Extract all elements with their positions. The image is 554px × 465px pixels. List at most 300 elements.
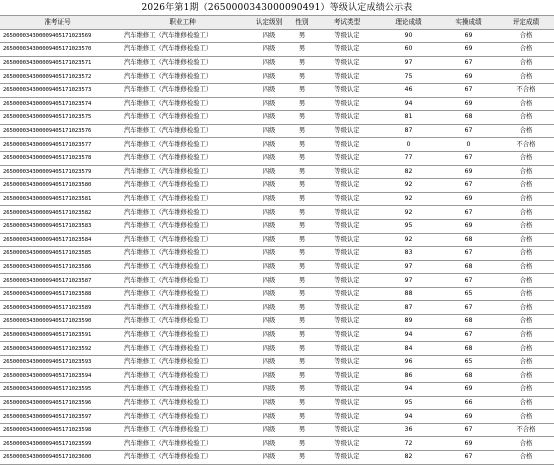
result-cell: 合格 — [498, 233, 554, 247]
ticket-number-cell: 265000034300009405171023587 — [0, 274, 115, 288]
table-row — [0, 342, 554, 356]
theory-score-cell: 87 — [378, 124, 439, 138]
theory-score-cell: 97 — [378, 274, 439, 288]
table-row — [0, 165, 554, 179]
occupation-cell: 汽车维修工（汽车维修检验工） — [115, 192, 250, 206]
result-cell: 合格 — [498, 396, 554, 410]
table-row — [0, 287, 554, 301]
table-row — [0, 124, 554, 138]
theory-score-cell: 94 — [378, 97, 439, 111]
result-cell: 合格 — [498, 29, 554, 43]
gender-cell: 男 — [288, 70, 316, 84]
ticket-number-cell: 265000034300009405171023598 — [0, 423, 115, 437]
result-cell: 合格 — [498, 301, 554, 315]
table-row — [0, 396, 554, 410]
column-header-practical-score: 实操成绩 — [439, 16, 498, 30]
result-cell: 合格 — [498, 410, 554, 424]
level-cell: 四级 — [250, 233, 288, 247]
table-row — [0, 451, 554, 465]
ticket-number-cell: 265000034300009405171023574 — [0, 97, 115, 111]
exam-type-cell: 等级认定 — [316, 287, 378, 301]
theory-score-cell: 92 — [378, 192, 439, 206]
practical-score-cell: 69 — [439, 410, 498, 424]
level-cell: 四级 — [250, 301, 288, 315]
table-row — [0, 233, 554, 247]
table-row — [0, 56, 554, 70]
result-cell: 合格 — [498, 43, 554, 57]
theory-score-cell: 92 — [378, 179, 439, 193]
exam-type-cell: 等级认定 — [316, 138, 378, 152]
exam-type-cell: 等级认定 — [316, 192, 378, 206]
occupation-cell: 汽车维修工（汽车维修检验工） — [115, 369, 250, 383]
result-cell: 合格 — [498, 328, 554, 342]
level-cell: 四级 — [250, 451, 288, 465]
ticket-number-cell: 265000034300009405171023594 — [0, 369, 115, 383]
occupation-cell: 汽车维修工（汽车维修检验工） — [115, 287, 250, 301]
level-cell: 四级 — [250, 369, 288, 383]
occupation-cell: 汽车维修工（汽车维修检验工） — [115, 83, 250, 97]
level-cell: 四级 — [250, 328, 288, 342]
table-header-row — [0, 16, 554, 30]
result-cell: 合格 — [498, 124, 554, 138]
result-cell: 不合格 — [498, 423, 554, 437]
result-cell: 合格 — [498, 383, 554, 397]
column-header-exam-type: 考试类型 — [316, 16, 378, 30]
theory-score-cell: 82 — [378, 165, 439, 179]
practical-score-cell: 68 — [439, 233, 498, 247]
exam-type-cell: 等级认定 — [316, 247, 378, 261]
gender-cell: 男 — [288, 410, 316, 424]
theory-score-cell: 83 — [378, 247, 439, 261]
gender-cell: 男 — [288, 301, 316, 315]
gender-cell: 男 — [288, 43, 316, 57]
table-row — [0, 301, 554, 315]
gender-cell: 男 — [288, 260, 316, 274]
practical-score-cell: 69 — [439, 43, 498, 57]
practical-score-cell: 67 — [439, 301, 498, 315]
exam-type-cell: 等级认定 — [316, 260, 378, 274]
level-cell: 四级 — [250, 70, 288, 84]
exam-type-cell: 等级认定 — [316, 165, 378, 179]
occupation-cell: 汽车维修工（汽车维修检验工） — [115, 383, 250, 397]
practical-score-cell: 69 — [439, 383, 498, 397]
practical-score-cell: 67 — [439, 328, 498, 342]
table-row — [0, 192, 554, 206]
table-row — [0, 138, 554, 152]
level-cell: 四级 — [250, 315, 288, 329]
gender-cell: 男 — [288, 29, 316, 43]
level-cell: 四级 — [250, 43, 288, 57]
occupation-cell: 汽车维修工（汽车维修检验工） — [115, 138, 250, 152]
ticket-number-cell: 265000034300009405171023580 — [0, 179, 115, 193]
theory-score-cell: 97 — [378, 260, 439, 274]
occupation-cell: 汽车维修工（汽车维修检验工） — [115, 437, 250, 451]
occupation-cell: 汽车维修工（汽车维修检验工） — [115, 451, 250, 465]
theory-score-cell: 86 — [378, 369, 439, 383]
theory-score-cell: 88 — [378, 287, 439, 301]
result-cell: 合格 — [498, 97, 554, 111]
table-row — [0, 328, 554, 342]
ticket-number-cell: 265000034300009405171023575 — [0, 111, 115, 125]
practical-score-cell: 69 — [439, 165, 498, 179]
level-cell: 四级 — [250, 274, 288, 288]
theory-score-cell: 97 — [378, 56, 439, 70]
occupation-cell: 汽车维修工（汽车维修检验工） — [115, 97, 250, 111]
ticket-number-cell: 265000034300009405171023579 — [0, 165, 115, 179]
gender-cell: 男 — [288, 192, 316, 206]
ticket-number-cell: 265000034300009405171023577 — [0, 138, 115, 152]
result-cell: 合格 — [498, 451, 554, 465]
occupation-cell: 汽车维修工（汽车维修检验工） — [115, 29, 250, 43]
result-cell: 合格 — [498, 355, 554, 369]
ticket-number-cell: 265000034300009405171023592 — [0, 342, 115, 356]
table-row — [0, 274, 554, 288]
ticket-number-cell: 265000034300009405171023595 — [0, 383, 115, 397]
gender-cell: 男 — [288, 206, 316, 220]
practical-score-cell: 65 — [439, 355, 498, 369]
ticket-number-cell: 265000034300009405171023570 — [0, 43, 115, 57]
gender-cell: 男 — [288, 396, 316, 410]
ticket-number-cell: 265000034300009405171023589 — [0, 301, 115, 315]
gender-cell: 男 — [288, 315, 316, 329]
theory-score-cell: 94 — [378, 328, 439, 342]
occupation-cell: 汽车维修工（汽车维修检验工） — [115, 396, 250, 410]
exam-type-cell: 等级认定 — [316, 43, 378, 57]
table-row — [0, 315, 554, 329]
result-cell: 合格 — [498, 56, 554, 70]
exam-type-cell: 等级认定 — [316, 423, 378, 437]
level-cell: 四级 — [250, 206, 288, 220]
practical-score-cell: 67 — [439, 206, 498, 220]
table-row — [0, 247, 554, 261]
table-row — [0, 437, 554, 451]
theory-score-cell: 84 — [378, 342, 439, 356]
exam-type-cell: 等级认定 — [316, 342, 378, 356]
exam-type-cell: 等级认定 — [316, 56, 378, 70]
gender-cell: 男 — [288, 97, 316, 111]
level-cell: 四级 — [250, 165, 288, 179]
result-cell: 合格 — [498, 111, 554, 125]
gender-cell: 男 — [288, 111, 316, 125]
exam-type-cell: 等级认定 — [316, 315, 378, 329]
table-row — [0, 97, 554, 111]
occupation-cell: 汽车维修工（汽车维修检验工） — [115, 70, 250, 84]
level-cell: 四级 — [250, 151, 288, 165]
exam-type-cell: 等级认定 — [316, 437, 378, 451]
exam-type-cell: 等级认定 — [316, 70, 378, 84]
level-cell: 四级 — [250, 260, 288, 274]
gender-cell: 男 — [288, 437, 316, 451]
exam-type-cell: 等级认定 — [316, 301, 378, 315]
table-body — [0, 29, 554, 464]
result-cell: 合格 — [498, 219, 554, 233]
theory-score-cell: 94 — [378, 410, 439, 424]
result-cell: 合格 — [498, 206, 554, 220]
exam-type-cell: 等级认定 — [316, 179, 378, 193]
table-row — [0, 29, 554, 43]
exam-type-cell: 等级认定 — [316, 124, 378, 138]
theory-score-cell: 90 — [378, 29, 439, 43]
gender-cell: 男 — [288, 151, 316, 165]
gender-cell: 男 — [288, 179, 316, 193]
theory-score-cell: 77 — [378, 151, 439, 165]
result-cell: 合格 — [498, 437, 554, 451]
gender-cell: 男 — [288, 56, 316, 70]
gender-cell: 男 — [288, 274, 316, 288]
exam-type-cell: 等级认定 — [316, 274, 378, 288]
occupation-cell: 汽车维修工（汽车维修检验工） — [115, 301, 250, 315]
gender-cell: 男 — [288, 124, 316, 138]
table-row — [0, 206, 554, 220]
theory-score-cell: 92 — [378, 233, 439, 247]
ticket-number-cell: 265000034300009405171023585 — [0, 247, 115, 261]
practical-score-cell: 68 — [439, 342, 498, 356]
table-row — [0, 260, 554, 274]
exam-type-cell: 等级认定 — [316, 111, 378, 125]
theory-score-cell: 96 — [378, 355, 439, 369]
practical-score-cell: 69 — [439, 29, 498, 43]
practical-score-cell: 69 — [439, 437, 498, 451]
theory-score-cell: 46 — [378, 83, 439, 97]
level-cell: 四级 — [250, 97, 288, 111]
occupation-cell: 汽车维修工（汽车维修检验工） — [115, 342, 250, 356]
result-cell: 合格 — [498, 260, 554, 274]
occupation-cell: 汽车维修工（汽车维修检验工） — [115, 206, 250, 220]
practical-score-cell: 67 — [439, 274, 498, 288]
table-row — [0, 179, 554, 193]
column-header-result: 评定成绩 — [498, 16, 554, 30]
exam-type-cell: 等级认定 — [316, 355, 378, 369]
ticket-number-cell: 265000034300009405171023599 — [0, 437, 115, 451]
level-cell: 四级 — [250, 437, 288, 451]
theory-score-cell: 75 — [378, 70, 439, 84]
gender-cell: 男 — [288, 342, 316, 356]
ticket-number-cell: 265000034300009405171023583 — [0, 219, 115, 233]
practical-score-cell: 67 — [439, 451, 498, 465]
level-cell: 四级 — [250, 396, 288, 410]
practical-score-cell: 69 — [439, 97, 498, 111]
level-cell: 四级 — [250, 29, 288, 43]
exam-type-cell: 等级认定 — [316, 83, 378, 97]
occupation-cell: 汽车维修工（汽车维修检验工） — [115, 233, 250, 247]
table-row — [0, 83, 554, 97]
occupation-cell: 汽车维修工（汽车维修检验工） — [115, 410, 250, 424]
gender-cell: 男 — [288, 165, 316, 179]
practical-score-cell: 68 — [439, 260, 498, 274]
ticket-number-cell: 265000034300009405171023597 — [0, 410, 115, 424]
occupation-cell: 汽车维修工（汽车维修检验工） — [115, 355, 250, 369]
page-title: 2026年第1期（26500003430000904​91）等级认定成绩公示表 — [141, 3, 413, 13]
practical-score-cell: 67 — [439, 247, 498, 261]
ticket-number-cell: 265000034300009405171023600 — [0, 451, 115, 465]
exam-type-cell: 等级认定 — [316, 396, 378, 410]
theory-score-cell: 95 — [378, 396, 439, 410]
level-cell: 四级 — [250, 287, 288, 301]
gender-cell: 男 — [288, 355, 316, 369]
exam-type-cell: 等级认定 — [316, 451, 378, 465]
exam-type-cell: 等级认定 — [316, 328, 378, 342]
result-cell: 不合格 — [498, 83, 554, 97]
occupation-cell: 汽车维修工（汽车维修检验工） — [115, 219, 250, 233]
table-row — [0, 70, 554, 84]
result-cell: 合格 — [498, 274, 554, 288]
result-cell: 合格 — [498, 287, 554, 301]
theory-score-cell: 72 — [378, 437, 439, 451]
occupation-cell: 汽车维修工（汽车维修检验工） — [115, 274, 250, 288]
gender-cell: 男 — [288, 451, 316, 465]
occupation-cell: 汽车维修工（汽车维修检验工） — [115, 328, 250, 342]
result-cell: 合格 — [498, 192, 554, 206]
practical-score-cell: 67 — [439, 83, 498, 97]
table-row — [0, 369, 554, 383]
gender-cell: 男 — [288, 369, 316, 383]
table-row — [0, 423, 554, 437]
practical-score-cell: 65 — [439, 287, 498, 301]
occupation-cell: 汽车维修工（汽车维修检验工） — [115, 151, 250, 165]
exam-type-cell: 等级认定 — [316, 233, 378, 247]
occupation-cell: 汽车维修工（汽车维修检验工） — [115, 179, 250, 193]
result-cell: 合格 — [498, 342, 554, 356]
practical-score-cell: 68 — [439, 369, 498, 383]
occupation-cell: 汽车维修工（汽车维修检验工） — [115, 124, 250, 138]
column-header-gender: 性别 — [288, 16, 316, 30]
column-header-theory-score: 理论成绩 — [378, 16, 439, 30]
level-cell: 四级 — [250, 179, 288, 193]
gender-cell: 男 — [288, 219, 316, 233]
result-cell: 合格 — [498, 151, 554, 165]
ticket-number-cell: 265000034300009405171023596 — [0, 396, 115, 410]
gender-cell: 男 — [288, 423, 316, 437]
exam-type-cell: 等级认定 — [316, 410, 378, 424]
exam-type-cell: 等级认定 — [316, 369, 378, 383]
occupation-cell: 汽车维修工（汽车维修检验工） — [115, 315, 250, 329]
exam-type-cell: 等级认定 — [316, 151, 378, 165]
column-header-level: 认定级别 — [250, 16, 288, 30]
practical-score-cell: 67 — [439, 423, 498, 437]
practical-score-cell: 67 — [439, 151, 498, 165]
exam-type-cell: 等级认定 — [316, 219, 378, 233]
result-cell: 合格 — [498, 247, 554, 261]
table-row — [0, 383, 554, 397]
theory-score-cell: 36 — [378, 423, 439, 437]
ticket-number-cell: 265000034300009405171023581 — [0, 192, 115, 206]
level-cell: 四级 — [250, 138, 288, 152]
level-cell: 四级 — [250, 192, 288, 206]
practical-score-cell: 68 — [439, 315, 498, 329]
gender-cell: 男 — [288, 233, 316, 247]
practical-score-cell: 69 — [439, 192, 498, 206]
theory-score-cell: 87 — [378, 301, 439, 315]
occupation-cell: 汽车维修工（汽车维修检验工） — [115, 260, 250, 274]
practical-score-cell: 0 — [439, 138, 498, 152]
table-row — [0, 111, 554, 125]
table-row — [0, 219, 554, 233]
ticket-number-cell: 265000034300009405171023584 — [0, 233, 115, 247]
practical-score-cell: 68 — [439, 111, 498, 125]
practical-score-cell: 69 — [439, 70, 498, 84]
theory-score-cell: 60 — [378, 43, 439, 57]
level-cell: 四级 — [250, 56, 288, 70]
ticket-number-cell: 265000034300009405171023576 — [0, 124, 115, 138]
ticket-number-cell: 265000034300009405171023593 — [0, 355, 115, 369]
column-header-ticket-number: 准考证号 — [0, 16, 115, 30]
ticket-number-cell: 265000034300009405171023572 — [0, 70, 115, 84]
exam-type-cell: 等级认定 — [316, 206, 378, 220]
gender-cell: 男 — [288, 83, 316, 97]
ticket-number-cell: 265000034300009405171023586 — [0, 260, 115, 274]
results-table — [0, 15, 554, 465]
practical-score-cell: 67 — [439, 179, 498, 193]
result-cell: 合格 — [498, 165, 554, 179]
table-row — [0, 43, 554, 57]
level-cell: 四级 — [250, 111, 288, 125]
level-cell: 四级 — [250, 342, 288, 356]
level-cell: 四级 — [250, 383, 288, 397]
occupation-cell: 汽车维修工（汽车维修检验工） — [115, 111, 250, 125]
ticket-number-cell: 265000034300009405171023591 — [0, 328, 115, 342]
theory-score-cell: 92 — [378, 206, 439, 220]
exam-type-cell: 等级认定 — [316, 97, 378, 111]
level-cell: 四级 — [250, 410, 288, 424]
occupation-cell: 汽车维修工（汽车维修检验工） — [115, 43, 250, 57]
exam-type-cell: 等级认定 — [316, 29, 378, 43]
ticket-number-cell: 265000034300009405171023590 — [0, 315, 115, 329]
result-cell: 合格 — [498, 179, 554, 193]
level-cell: 四级 — [250, 355, 288, 369]
result-cell: 不合格 — [498, 138, 554, 152]
gender-cell: 男 — [288, 328, 316, 342]
table-row — [0, 355, 554, 369]
level-cell: 四级 — [250, 124, 288, 138]
practical-score-cell: 66 — [439, 396, 498, 410]
exam-type-cell: 等级认定 — [316, 383, 378, 397]
column-header-occupation: 职业工种 — [115, 16, 250, 30]
gender-cell: 男 — [288, 287, 316, 301]
occupation-cell: 汽车维修工（汽车维修检验工） — [115, 247, 250, 261]
ticket-number-cell: 265000034300009405171023588 — [0, 287, 115, 301]
theory-score-cell: 82 — [378, 451, 439, 465]
ticket-number-cell: 265000034300009405171023571 — [0, 56, 115, 70]
theory-score-cell: 94 — [378, 383, 439, 397]
ticket-number-cell: 265000034300009405171023578 — [0, 151, 115, 165]
occupation-cell: 汽车维修工（汽车维修检验工） — [115, 423, 250, 437]
ticket-number-cell: 265000034300009405171023569 — [0, 29, 115, 43]
level-cell: 四级 — [250, 83, 288, 97]
theory-score-cell: 95 — [378, 219, 439, 233]
occupation-cell: 汽车维修工（汽车维修检验工） — [115, 56, 250, 70]
occupation-cell: 汽车维修工（汽车维修检验工） — [115, 165, 250, 179]
table-row — [0, 410, 554, 424]
ticket-number-cell: 265000034300009405171023573 — [0, 83, 115, 97]
ticket-number-cell: 265000034300009405171023582 — [0, 206, 115, 220]
theory-score-cell: 89 — [378, 315, 439, 329]
gender-cell: 男 — [288, 247, 316, 261]
gender-cell: 男 — [288, 138, 316, 152]
table-row — [0, 151, 554, 165]
theory-score-cell: 0 — [378, 138, 439, 152]
result-cell: 合格 — [498, 70, 554, 84]
practical-score-cell: 67 — [439, 124, 498, 138]
result-cell: 合格 — [498, 369, 554, 383]
level-cell: 四级 — [250, 247, 288, 261]
level-cell: 四级 — [250, 219, 288, 233]
level-cell: 四级 — [250, 423, 288, 437]
theory-score-cell: 81 — [378, 111, 439, 125]
gender-cell: 男 — [288, 383, 316, 397]
practical-score-cell: 67 — [439, 56, 498, 70]
practical-score-cell: 69 — [439, 219, 498, 233]
result-cell: 合格 — [498, 315, 554, 329]
